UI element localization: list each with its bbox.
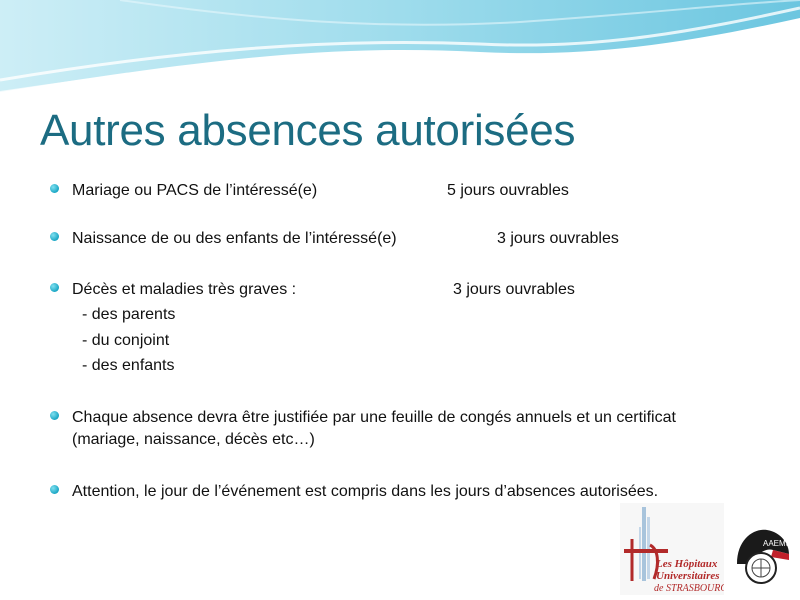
hus-logo-graphic: [620, 503, 724, 595]
hus-logo-line1: Les Hôpitaux: [656, 558, 718, 570]
aaems-logo: [733, 524, 793, 588]
aaems-logo-graphic: [733, 524, 793, 588]
bullet-label-justification-line1: Chaque absence devra être justifiée par une feuille de congés annuels et un certificat: [72, 409, 676, 426]
bullet-icon: [50, 485, 59, 494]
bullet-label-attention: Attention, le jour de l’événement est compris dans les jours d’absences autorisées.: [72, 483, 659, 500]
bullet-label-justification-line2: (mariage, naissance, décès etc…): [72, 431, 315, 448]
sub-item-parents: - des parents: [82, 306, 176, 323]
bullet-label-naissance: Naissance de ou des enfants de l’intéressé(e): [72, 230, 397, 247]
bullet-icon: [50, 283, 59, 292]
sub-item-conjoint: - du conjoint: [82, 332, 170, 349]
bullet-value-deces: 3 jours ouvrables: [453, 281, 575, 298]
sub-item-enfants: - des enfants: [82, 357, 175, 374]
bullet-label-mariage: Mariage ou PACS de l’intéressé(e): [72, 182, 318, 199]
hus-logo-line2: Universitaires: [656, 570, 720, 582]
hus-logo-line3: de STRASBOURG: [654, 583, 724, 594]
slide-title: Autres absences autorisées: [40, 106, 576, 155]
aaems-logo-text: AAEMS: [763, 539, 792, 548]
bullet-value-mariage: 5 jours ouvrables: [447, 182, 569, 199]
bullet-icon: [50, 184, 59, 193]
bullet-icon: [50, 411, 59, 420]
bullet-icon: [50, 232, 59, 241]
bullet-label-deces: Décès et maladies très graves :: [72, 281, 297, 298]
bullet-value-naissance: 3 jours ouvrables: [497, 230, 619, 247]
hus-logo: [620, 503, 724, 595]
